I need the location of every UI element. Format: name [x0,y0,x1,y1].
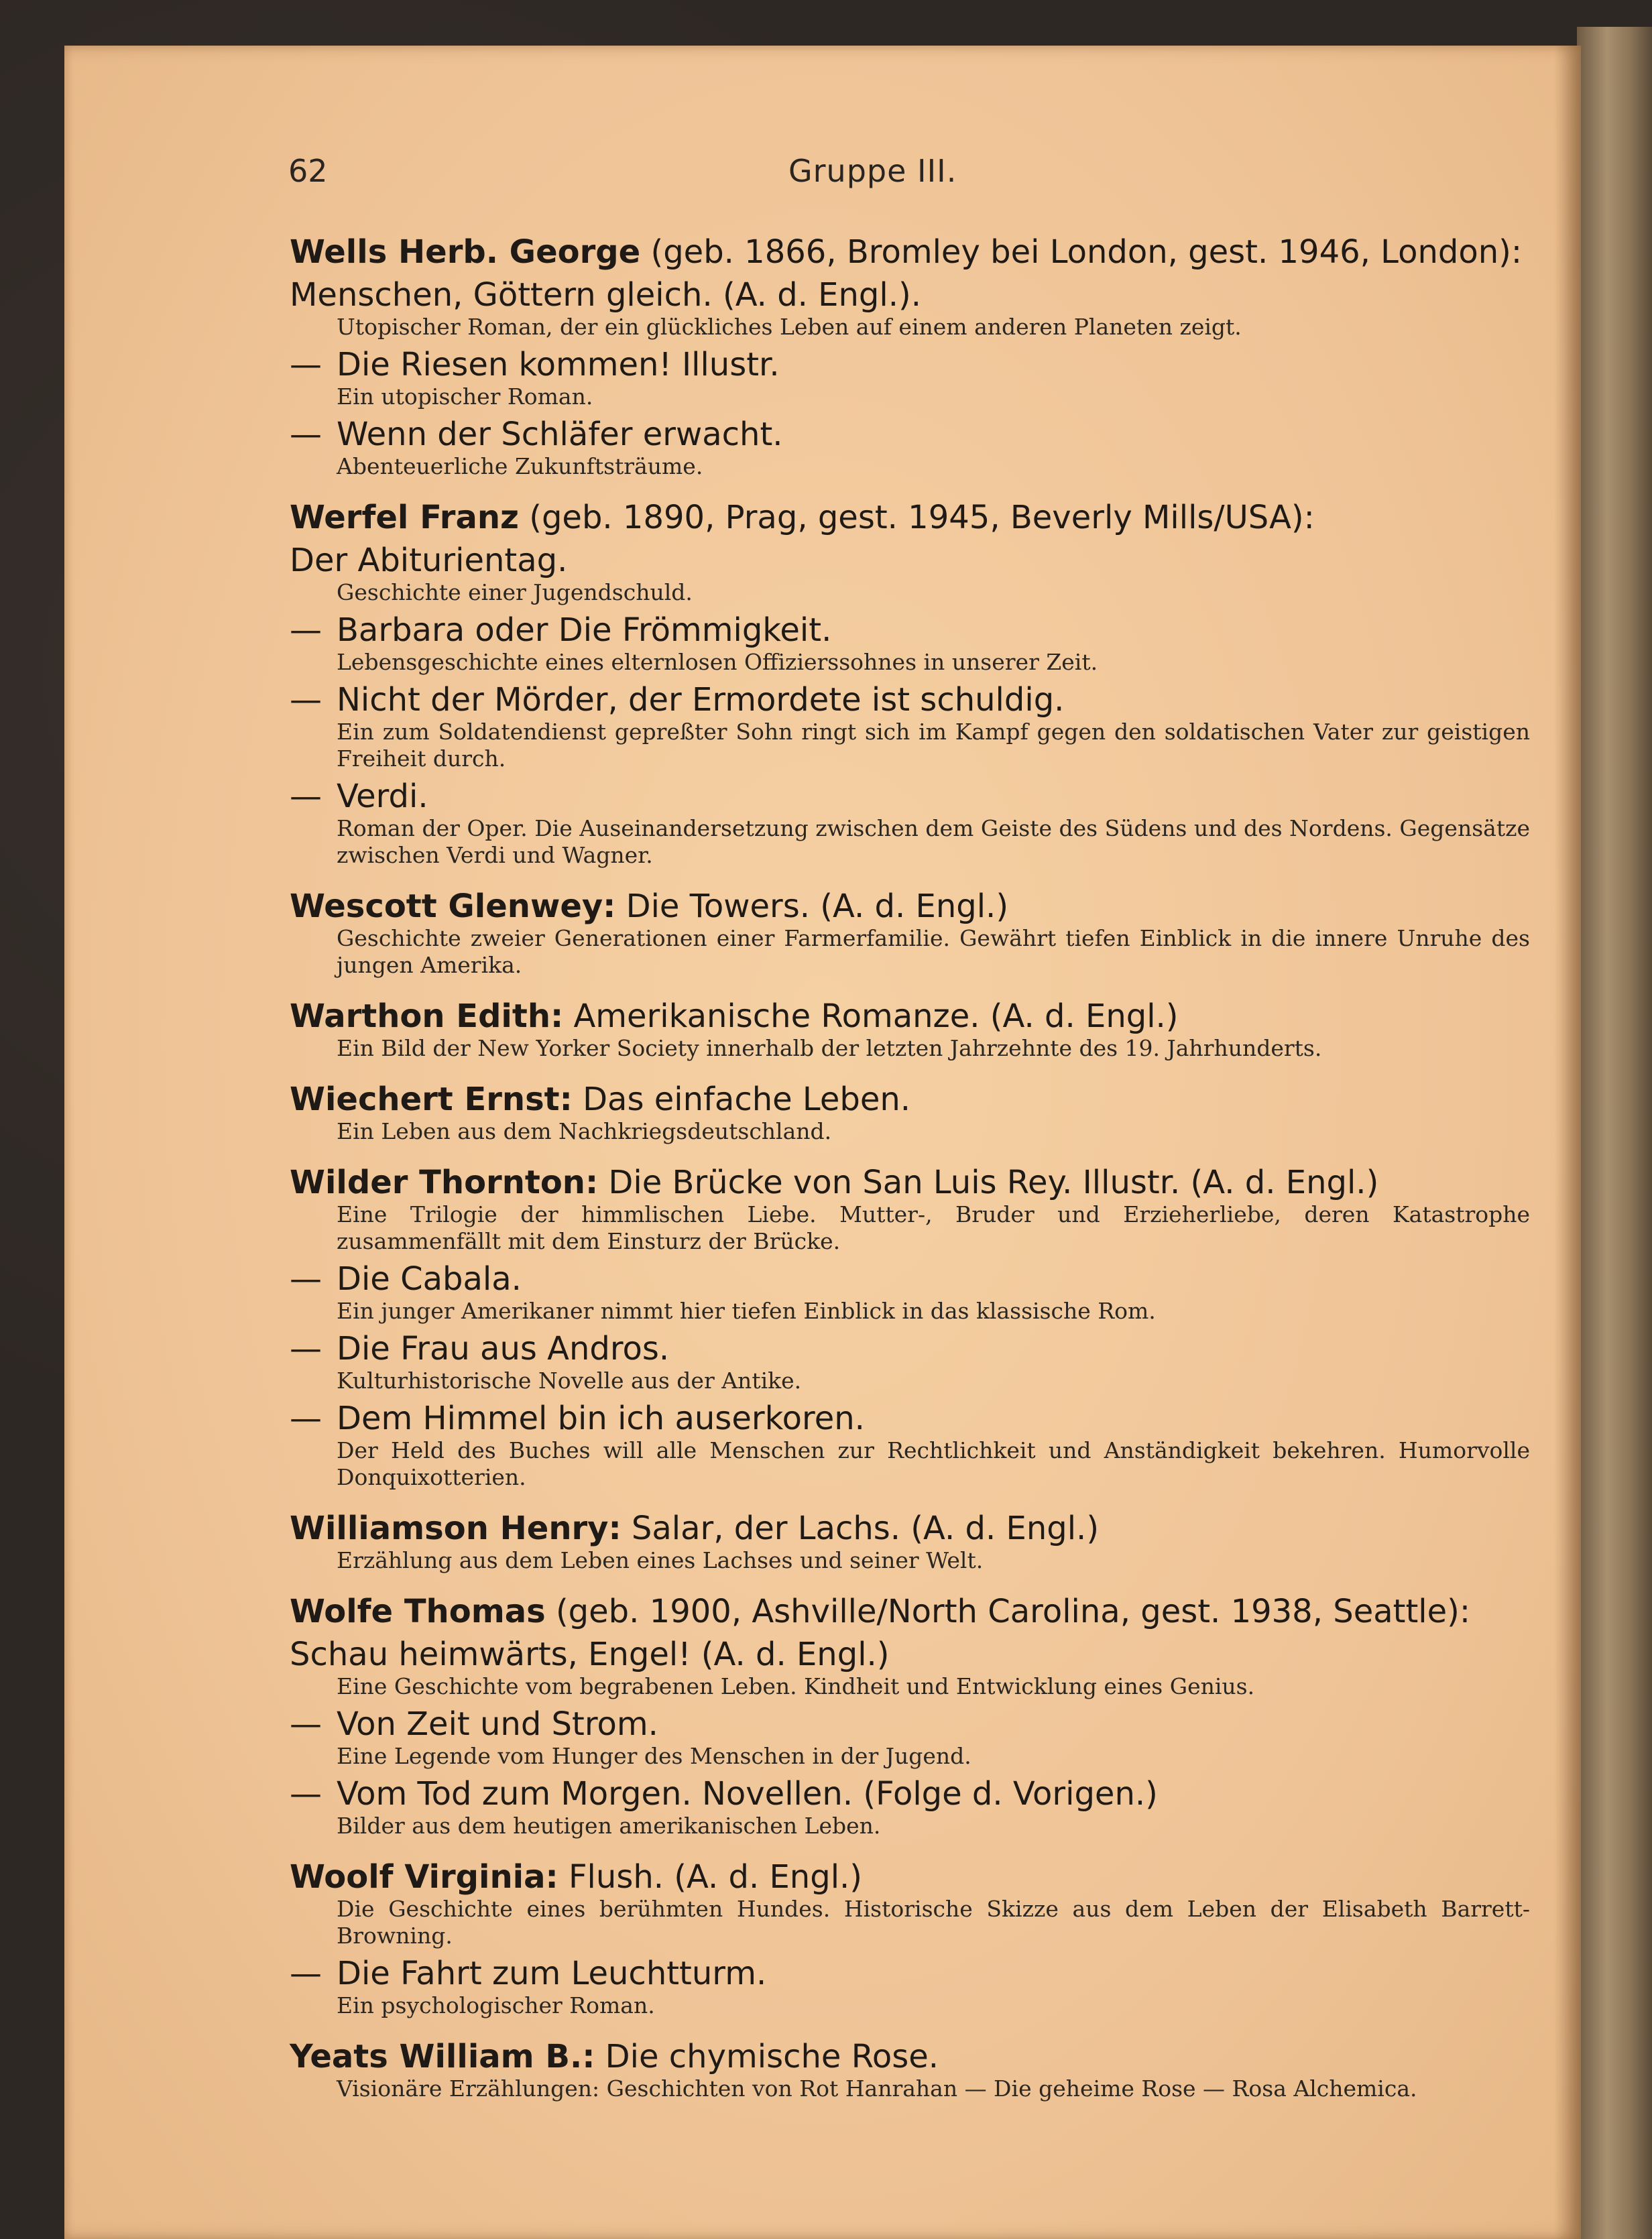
work-title: Menschen, Göttern gleich. (A. d. Engl.). [290,276,921,314]
work-description: Ein utopischer Roman. [337,383,593,410]
author-name: Wilder Thornton: [290,1164,599,1201]
author-name: Woolf Virginia: [290,1858,558,1896]
dash-mark: — [290,1260,322,1298]
work-title: Vom Tod zum Morgen. Novellen. (Folge d. Vorigen.) [337,1775,1158,1813]
entry-heading [290,1081,1530,1118]
entry-heading [290,1164,1530,1201]
work-item [290,1330,1530,1394]
entry-heading [290,1593,1530,1630]
work-item [290,778,1530,869]
book-page [64,46,1581,2239]
work-title: Barbara oder Die Frömmigkeit. [337,611,832,649]
work-title-line [290,681,1530,719]
work-title-line [290,1400,1530,1437]
work-title: Die Fahrt zum Leuchtturm. [337,1955,767,1992]
work-item [290,1775,1530,1839]
entry-heading [290,888,1530,925]
dash-mark: — [290,681,322,719]
dash-mark: — [290,1400,322,1437]
work-description: Utopischer Roman, der ein glückliches Leben auf einem anderen Planeten zeigt. [337,314,1242,340]
entry-heading [290,233,1530,271]
work-description: Ein psychologischer Roman. [337,1992,655,2018]
book-edge [1577,27,1652,2239]
work-item [290,1400,1530,1491]
entry-wolfe [290,1593,1530,1839]
entry-woolf [290,1858,1530,2019]
work-description: Ein Leben aus dem Nachkriegsdeutschland. [337,1118,832,1144]
work-description: Der Held des Buches will alle Menschen zur Rechtlichkeit und Anständigkeit bekehren. Humorvolle Donquixotterien. [337,1437,1530,1490]
work-item [290,416,1530,480]
work-item [290,1705,1530,1770]
entry-heading [290,1510,1530,1547]
work-title: Das einfache Leben. [572,1081,911,1118]
work-description: Eine Legende vom Hunger des Menschen in der Jugend. [337,1743,971,1769]
work-title: Verdi. [337,778,428,815]
work-description: Abenteuerliche Zukunftsträume. [337,453,703,479]
dash-mark: — [290,346,322,383]
work-description: Ein zum Soldatendienst gepreßter Sohn ringt sich im Kampf gegen den soldatischen Vater zur geistigen Freiheit durch. [337,719,1530,772]
work-title-line [290,1260,1530,1298]
work-title-line [290,346,1530,383]
work-description: Lebensgeschichte eines elternlosen Offizierssohnes in unserer Zeit. [337,649,1098,675]
author-name: Wiechert Ernst: [290,1081,573,1118]
work-item [290,1260,1530,1325]
author-name: Wolfe Thomas [290,1593,546,1630]
work-title: Nicht der Mörder, der Ermordete ist schuldig. [337,681,1065,719]
work-description: Eine Trilogie der himmlischen Liebe. Mutter-, Bruder und Erzieherliebe, deren Katastrophe zusammenfällt mit dem Einsturz der Brücke. [337,1201,1530,1254]
work-title: Die Cabala. [337,1260,522,1298]
work-item [290,346,1530,410]
entry-heading [290,2038,1530,2075]
work-title: Amerikanische Romanze. (A. d. Engl.) [563,997,1179,1035]
work-title-line [290,611,1530,649]
author-name: Werfel Franz [290,499,519,536]
entry-yeats [290,2038,1530,2102]
work-title-line [290,1775,1530,1813]
entry-heading [290,997,1530,1035]
work-title: Die Frau aus Andros. [337,1330,670,1368]
work-title: Die chymische Rose. [595,2038,939,2075]
work-description: Geschichte einer Jugendschuld. [337,579,693,605]
work-item [290,681,1530,772]
entry-wilder [290,1164,1530,1491]
work-description: Die Geschichte eines berühmten Hundes. Historische Skizze aus dem Leben der Elisabeth Barrett-Browning. [337,1896,1530,1949]
author-details: (geb. 1866, Bromley bei London, gest. 1946, London): [640,233,1523,271]
work-title: Die Towers. (A. d. Engl.) [615,888,1009,925]
work-title-line [290,1330,1530,1368]
work-title: Die Riesen kommen! Illustr. [337,346,780,383]
entry-wells [290,233,1530,480]
work-description: Visionäre Erzählungen: Geschichten von Rot Hanrahan — Die geheime Rose — Rosa Alchemica. [337,2075,1417,2102]
work-title: Von Zeit und Strom. [337,1705,658,1743]
work-title-line [290,1705,1530,1743]
work-description: Erzählung aus dem Leben eines Lachses und seiner Welt. [337,1547,984,1573]
work-description: Eine Geschichte vom begrabenen Leben. Kindheit und Entwicklung eines Genius. [337,1673,1255,1699]
work-title: Der Abiturientag. [290,542,568,579]
entry-wiechert [290,1081,1530,1145]
bibliography-list [290,233,1530,2121]
work-item [290,1955,1530,2019]
work-title-line [290,1955,1530,1992]
dash-mark: — [290,611,322,649]
entry-warthon [290,997,1530,1062]
page-shadow [1554,46,1581,2239]
dash-mark: — [290,1775,322,1813]
dash-mark: — [290,778,322,815]
entry-williamson [290,1510,1530,1574]
dash-mark: — [290,1330,322,1368]
work-description: Ein junger Amerikaner nimmt hier tiefen Einblick in das klassische Rom. [337,1298,1156,1324]
page-number: 62 [288,153,328,189]
author-name: Wescott Glenwey: [290,888,616,925]
work-description: Bilder aus dem heutigen amerikanischen Leben. [337,1813,881,1839]
author-name: Warthon Edith: [290,997,564,1035]
work-title: Flush. (A. d. Engl.) [558,1858,863,1896]
work-item [290,276,1530,341]
running-head: Gruppe III. [788,153,957,189]
entry-heading [290,1858,1530,1896]
work-description: Ein Bild der New Yorker Society innerhalb der letzten Jahrzehnte des 19. Jahrhunderts. [337,1035,1322,1061]
work-title: Dem Himmel bin ich auserkoren. [337,1400,865,1437]
entry-werfel [290,499,1530,869]
entry-wescott [290,888,1530,979]
work-title: Die Brücke von San Luis Rey. Illustr. (A. d. Engl.) [598,1164,1379,1201]
work-title-line [290,778,1530,815]
work-item [290,542,1530,606]
work-description: Roman der Oper. Die Auseinandersetzung zwischen dem Geiste des Südens und des Nordens. Gegensätze zwischen Verdi und Wagner. [337,815,1530,868]
work-description: Kulturhistorische Novelle aus der Antike. [337,1368,802,1394]
work-title-line [290,416,1530,453]
dash-mark: — [290,1705,322,1743]
author-name: Williamson Henry: [290,1510,622,1547]
work-item [290,1636,1530,1700]
work-title: Wenn der Schläfer erwacht. [337,416,783,453]
work-item [290,611,1530,676]
work-description: Geschichte zweier Generationen einer Farmerfamilie. Gewährt tiefen Einblick in die innere Unruhe des jungen Amerika. [337,925,1530,978]
author-details: (geb. 1890, Prag, gest. 1945, Beverly Mills/USA): [518,499,1315,536]
author-name: Wells Herb. George [290,233,641,271]
author-name: Yeats William B.: [290,2038,595,2075]
dash-mark: — [290,416,322,453]
work-title: Schau heimwärts, Engel! (A. d. Engl.) [290,1636,890,1673]
dash-mark: — [290,1955,322,1992]
entry-heading [290,499,1530,536]
author-details: (geb. 1900, Ashville/North Carolina, gest. 1938, Seattle): [545,1593,1471,1630]
work-title: Salar, der Lachs. (A. d. Engl.) [621,1510,1100,1547]
